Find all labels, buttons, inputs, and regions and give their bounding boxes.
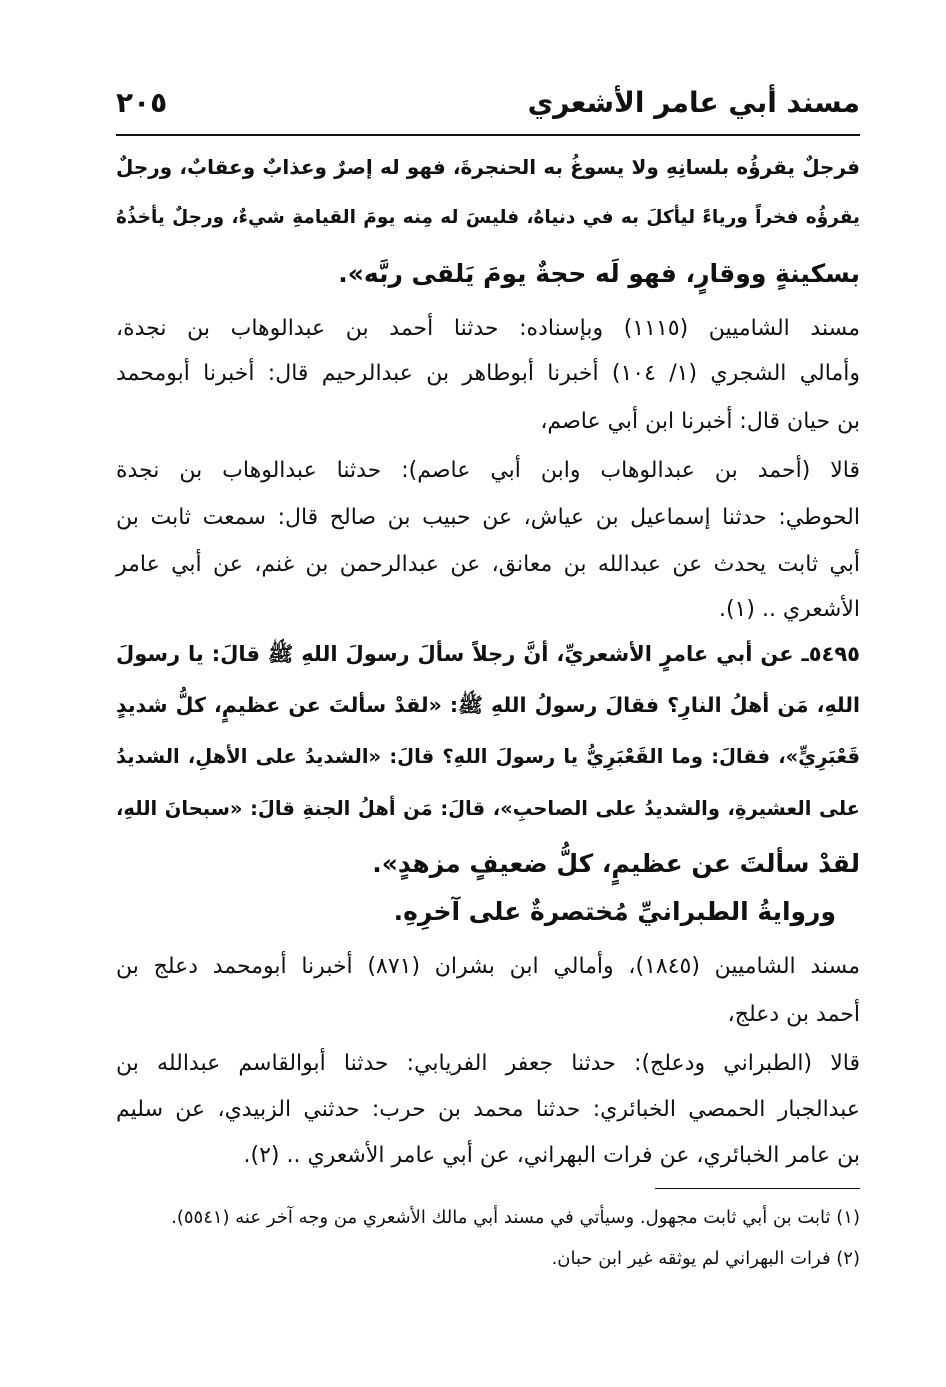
hadith-line: اللهِ، مَن أهلُ النارِ؟ فقالَ رسولُ اللهِ ﷺ: «لقدْ سألتَ عن عظيمٍ، كلُّ شديدٍ [116,693,860,717]
hadith-line: قَعْبَرِيٍّ»، فقالَ: وما القَعْبَرِيُّ يا رسولَ اللهِ؟ قالَ: «الشديدُ على الأهلِ، الشديدُ [116,745,860,768]
footnote: (٢) فرات البهراني لم يوثقه غير ابن حبان. [551,1248,860,1269]
hadith-line: على العشيرةِ، والشديدُ على الصاحبِ»، قالَ: مَن أهلُ الجنةِ قالَ: «سبحانَ اللهِ، [116,797,860,820]
text-line: فرجلٌ يقرؤُه بلسانِهِ ولا يسوغُ به الحنجرةَ، فهو له إصرٌ وعذابٌ وعقابٌ، ورجلٌ [116,155,860,179]
text-line: مسند الشاميين (١١١٥) وبإسناده: حدثنا أحمد بن عبدالوهاب بن نجدة، [116,316,860,341]
hadith-line: لقدْ سألتَ عن عظيمٍ، كلُّ ضعيفٍ مزهدٍ». [372,849,860,878]
footnote-rule [655,1188,860,1189]
hadith-line: ٥٤٩٥ـ عن أبي عامرٍ الأشعريِّ، أنَّ رجلاً سألَ رسولَ اللهِ ﷺ قالَ: يا رسولَ [116,642,860,666]
text-line: قالا (الطبراني ودعلج): حدثنا جعفر الفريابي: حدثنا أبوالقاسم عبدالله بن [116,1051,860,1076]
text-line: بن حيان قال: أخبرنا ابن أبي عاصم، [540,409,860,434]
footnote: (١) ثابت بن أبي ثابت مجهول. وسيأتي في مسند أبي مالك الأشعري من وجه آخر عنه (٥٥٤١). [171,1207,860,1228]
page-number: ٢٠٥ [116,86,168,119]
text-line: عبدالجبار الحمصي الخبائري: حدثنا محمد بن حرب: حدثني الزبيدي، عن سليم [116,1097,860,1122]
text-line: أحمد بن دعلج، [727,1002,860,1027]
hadith-line: وروايةُ الطبرانيِّ مُختصرةٌ على آخرِهِ. [393,897,836,926]
page-header [116,84,860,134]
text-line: بن عامر الخبائري، عن فرات البهراني، عن أبي عامر الأشعري .. (٢). [243,1143,860,1168]
text-line: أبي ثابت يحدث عن عبدالله بن معانق، عن عبدالرحمن بن غنم، عن أبي عامر [116,552,860,577]
text-line: يقرؤُه فخراً ورياءً ليأكلَ به في دنياهُ، فليسَ له مِنه يومَ القيامةِ شيءٌ، ورجلٌ يأخذُهُ [116,207,860,228]
text-line: وأمالي الشجري (١/ ١٠٤) أخبرنا أبوطاهر بن عبدالرحيم قال: أخبرنا أبومحمد [116,361,860,386]
running-title: مسند أبي عامر الأشعري [527,86,860,119]
header-rule [116,134,860,136]
text-line: مسند الشاميين (١٨٤٥)، وأمالي ابن بشران (٨٧١) أخبرنا أبومحمد دعلج بن [116,954,860,979]
text-line: الأشعري .. (١). [718,597,860,622]
text-line: قالا (أحمد بن عبدالوهاب وابن أبي عاصم): حدثنا عبدالوهاب بن نجدة [116,458,860,483]
text-line: الحوطي: حدثنا إسماعيل بن عياش، عن حبيب بن صالح قال: سمعت ثابت بن [116,505,860,530]
text-line: بسكينةٍ ووقارٍ، فهو لَه حجةٌ يومَ يَلقى ربَّه». [338,259,860,288]
